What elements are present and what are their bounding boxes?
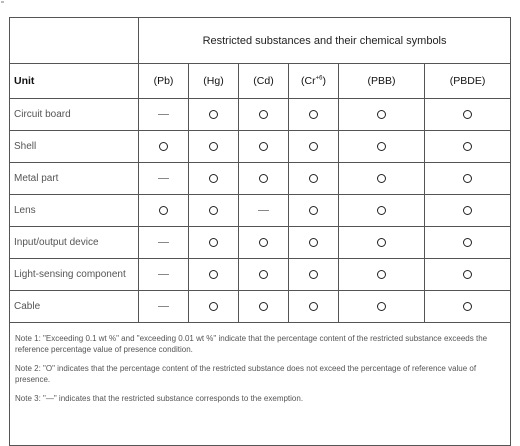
circle-mark: [159, 206, 168, 215]
mark-cell: [189, 227, 239, 259]
unit-cell: Light-sensing component: [10, 259, 139, 291]
mark-cell: [139, 259, 189, 291]
dash-mark: [258, 210, 269, 211]
mark-cell: [189, 291, 239, 323]
dash-mark: [158, 114, 169, 115]
mark-cell: [289, 227, 339, 259]
restricted-substances-table: [9, 17, 511, 446]
mark-cell: [139, 291, 189, 323]
mark-cell: [189, 195, 239, 227]
circle-mark: [259, 174, 268, 183]
corner-mark: [0, 0, 6, 5]
circle-mark: [463, 110, 472, 119]
mark-cell: [139, 163, 189, 195]
mark-cell: [425, 291, 511, 323]
mark-cell: [289, 163, 339, 195]
mark-cell: [139, 227, 189, 259]
mark-cell: [425, 163, 511, 195]
mark-cell: [339, 291, 425, 323]
mark-cell: [139, 195, 189, 227]
cr-base: (Cr: [301, 75, 316, 87]
table-title: Restricted substances and their chemical symbols: [139, 18, 511, 64]
note-2: Note 2: "O" indicates that the percentage content of the restricted substance does not exceed the percentage of reference value of presence.: [15, 364, 477, 384]
circle-mark: [259, 142, 268, 151]
mark-cell: [239, 163, 289, 195]
mark-cell: [289, 291, 339, 323]
circle-mark: [309, 238, 318, 247]
dash-mark: [158, 306, 169, 307]
mark-cell: [189, 99, 239, 131]
mark-cell: [425, 131, 511, 163]
unit-cell: Lens: [10, 195, 139, 227]
circle-mark: [309, 110, 318, 119]
table-row: [10, 195, 511, 227]
unit-cell: Cable: [10, 291, 139, 323]
circle-mark: [209, 174, 218, 183]
cr-close: ): [322, 75, 326, 87]
mark-cell: [339, 99, 425, 131]
circle-mark: [377, 270, 386, 279]
circle-mark: [377, 174, 386, 183]
table-row: [10, 259, 511, 291]
circle-mark: [377, 142, 386, 151]
mark-cell: [339, 131, 425, 163]
header-pbb: (PBB): [339, 64, 425, 99]
dash-mark: [158, 242, 169, 243]
circle-mark: [463, 238, 472, 247]
note-1: Note 1: "Exceeding 0.1 wt %" and "exceeding 0.01 wt %" indicate that the percentage content of the restricted substance exceeds the reference percentage value of presence condition.: [15, 334, 488, 354]
mark-cell: [289, 99, 339, 131]
mark-cell: [425, 227, 511, 259]
circle-mark: [309, 270, 318, 279]
circle-mark: [159, 142, 168, 151]
circle-mark: [377, 206, 386, 215]
circle-mark: [209, 110, 218, 119]
mark-cell: [339, 227, 425, 259]
circle-mark: [259, 270, 268, 279]
note-3: Note 3: "—" indicates that the restricted substance corresponds to the exemption.: [15, 394, 304, 403]
mark-cell: [239, 99, 289, 131]
mark-cell: [425, 99, 511, 131]
unit-cell: Shell: [10, 131, 139, 163]
mark-cell: [139, 131, 189, 163]
mark-cell: [239, 291, 289, 323]
table-row: [10, 99, 511, 131]
notes-cell: [10, 323, 511, 446]
dash-mark: [158, 178, 169, 179]
header-cd: (Cd): [239, 64, 289, 99]
mark-cell: [189, 259, 239, 291]
table-row: [10, 227, 511, 259]
header-row: [10, 64, 511, 99]
circle-mark: [309, 302, 318, 311]
unit-cell: Circuit board: [10, 99, 139, 131]
circle-mark: [377, 238, 386, 247]
circle-mark: [259, 110, 268, 119]
mark-cell: [189, 131, 239, 163]
header-cr6: [289, 64, 339, 99]
circle-mark: [377, 302, 386, 311]
cr-superscript: +6: [315, 75, 323, 82]
circle-mark: [209, 238, 218, 247]
mark-cell: [425, 259, 511, 291]
header-hg: (Hg): [189, 64, 239, 99]
circle-mark: [463, 302, 472, 311]
circle-mark: [259, 238, 268, 247]
unit-header: Unit: [10, 64, 139, 99]
mark-cell: [239, 227, 289, 259]
header-pbde: (PBDE): [425, 64, 511, 99]
title-spacer-cell: [10, 18, 139, 64]
mark-cell: [289, 131, 339, 163]
circle-mark: [463, 142, 472, 151]
circle-mark: [377, 110, 386, 119]
table-row: [10, 131, 511, 163]
circle-mark: [209, 206, 218, 215]
mark-cell: [239, 259, 289, 291]
circle-mark: [209, 270, 218, 279]
mark-cell: [339, 195, 425, 227]
circle-mark: [309, 174, 318, 183]
unit-cell: Input/output device: [10, 227, 139, 259]
mark-cell: [425, 195, 511, 227]
mark-cell: [239, 131, 289, 163]
circle-mark: [463, 270, 472, 279]
circle-mark: [209, 142, 218, 151]
circle-mark: [463, 174, 472, 183]
mark-cell: [139, 99, 189, 131]
circle-mark: [259, 302, 268, 311]
table-row: [10, 291, 511, 323]
circle-mark: [463, 206, 472, 215]
circle-mark: [309, 206, 318, 215]
mark-cell: [189, 163, 239, 195]
circle-mark: [209, 302, 218, 311]
header-pb: (Pb): [139, 64, 189, 99]
mark-cell: [289, 259, 339, 291]
unit-cell: Metal part: [10, 163, 139, 195]
mark-cell: [239, 195, 289, 227]
table-row: [10, 163, 511, 195]
mark-cell: [289, 195, 339, 227]
mark-cell: [339, 259, 425, 291]
circle-mark: [309, 142, 318, 151]
mark-cell: [339, 163, 425, 195]
dash-mark: [158, 274, 169, 275]
